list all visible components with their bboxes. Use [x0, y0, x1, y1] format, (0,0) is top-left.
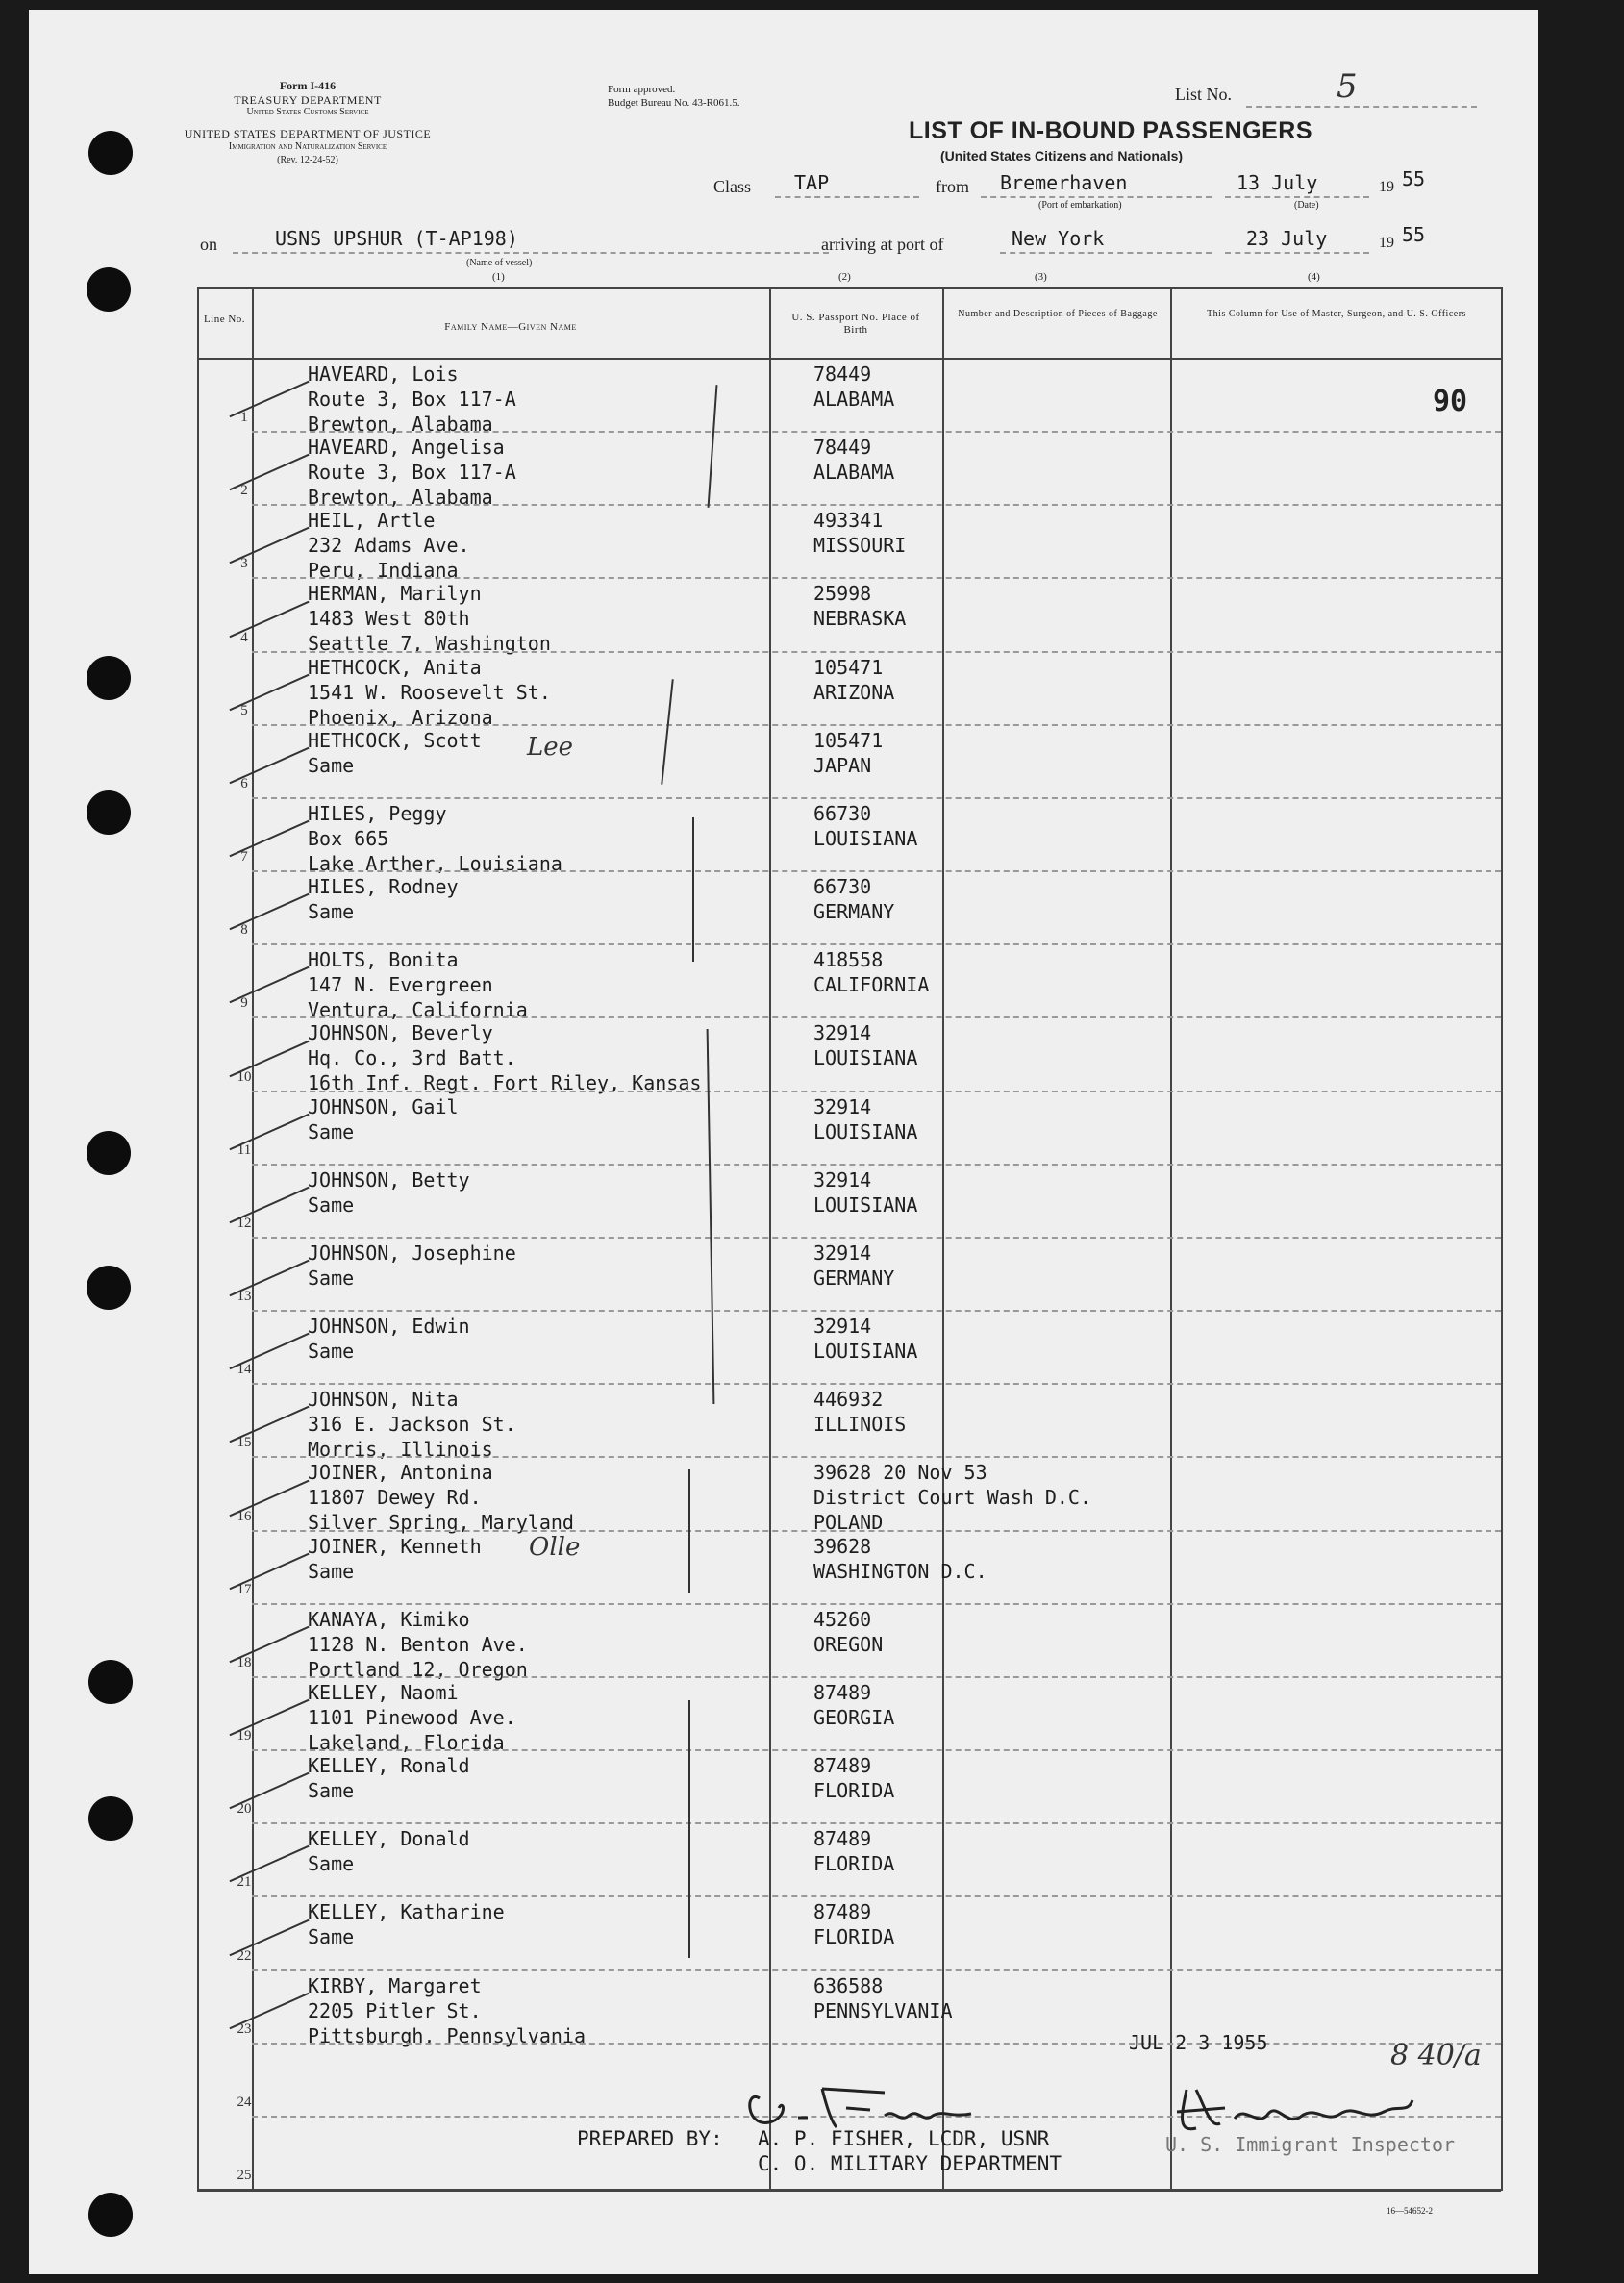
punch-hole [87, 1266, 131, 1310]
name-line: Same [308, 1852, 355, 1876]
justice-dept: UNITED STATES DEPARTMENT OF JUSTICE [184, 127, 432, 140]
name-line: KELLEY, Naomi [308, 1680, 459, 1704]
check-mark [229, 600, 309, 637]
punch-hole [88, 1660, 133, 1704]
check-mark [229, 454, 309, 490]
caption-2: (2) [838, 271, 851, 283]
passport-line: 66730 [813, 875, 872, 899]
name-line: Same [308, 1779, 355, 1803]
name-line: JOHNSON, Betty [308, 1167, 470, 1192]
row-separator [252, 1530, 1501, 1532]
passport-birthplace [813, 1753, 1188, 1803]
passenger-name-address [308, 801, 788, 876]
name-line: Lake Arther, Louisiana [308, 851, 562, 875]
passport-line: 636588 [813, 1973, 884, 1997]
handwritten-fraction: 8 40/a [1390, 2039, 1482, 2072]
passport-line: LOUISIANA [813, 1046, 918, 1070]
line-number: 8 [240, 922, 248, 939]
check-mark [229, 1992, 309, 2028]
passport-line: ALABAMA [813, 388, 895, 411]
name-line: Morris, Illinois [308, 1438, 493, 1462]
passport-line: 105471 [813, 728, 884, 752]
list-no-label: List No. [1175, 85, 1233, 104]
name-line: JOHNSON, Beverly [308, 1021, 493, 1045]
passenger-name-address [308, 1314, 788, 1364]
check-mark [229, 820, 309, 857]
passport-line: LOUISIANA [813, 1119, 918, 1143]
row-separator [252, 504, 1501, 506]
row-separator [252, 1383, 1501, 1385]
passport-line: 32914 [813, 1094, 872, 1118]
received-stamp-date: JUL 2 3 1955 [1129, 2031, 1268, 2054]
name-line: HERMAN, Marilyn [308, 582, 482, 606]
name-line: Route 3, Box 117-A [308, 388, 516, 411]
punch-hole [88, 2193, 133, 2237]
passport-line: 32914 [813, 1315, 872, 1339]
passport-birthplace [813, 1973, 1188, 2023]
name-line: Same [308, 1559, 355, 1583]
name-line: Same [308, 1192, 355, 1217]
name-line: 1101 Pinewood Ave. [308, 1705, 516, 1729]
arriving-label: arriving at port of [821, 235, 944, 254]
passport-line: LOUISIANA [813, 826, 918, 850]
check-mark [229, 1187, 309, 1223]
col-officers-header: This Column for Use of Master, Surgeon, and U. S. Officers [1207, 309, 1466, 319]
passport-line: 87489 [813, 1900, 872, 1924]
passport-line: ALABAMA [813, 461, 895, 485]
passport-birthplace [813, 1314, 1188, 1364]
passport-line: 32914 [813, 1167, 872, 1192]
check-mark [229, 1919, 309, 1955]
bracket-stroke [688, 1700, 690, 1958]
passenger-name-address [308, 508, 788, 583]
check-mark [229, 893, 309, 930]
passport-line: JAPAN [813, 753, 872, 777]
passport-line: LOUISIANA [813, 1340, 918, 1364]
check-mark [229, 1333, 309, 1369]
form-number: Form I-416 [279, 79, 337, 92]
col-passport-header: U. S. Passport No. Place of Birth [791, 312, 920, 336]
date-caption: (Date) [1294, 200, 1319, 211]
row-separator [252, 1822, 1501, 1824]
passport-birthplace [813, 1020, 1188, 1070]
name-line: JOINER, Antonina [308, 1461, 493, 1485]
passenger-name-address [308, 1387, 788, 1462]
check-mark [229, 1626, 309, 1663]
name-line: 11807 Dewey Rd. [308, 1486, 482, 1510]
col-baggage-header: Number and Description of Pieces of Baggage [958, 309, 1158, 319]
inspector-title: U. S. Immigrant Inspector [1165, 2133, 1456, 2156]
name-line: HILES, Rodney [308, 875, 459, 899]
passport-line: 446932 [813, 1388, 884, 1412]
punch-hole [87, 1131, 131, 1175]
passport-birthplace [813, 655, 1188, 705]
row-separator [252, 577, 1501, 579]
name-line: Lakeland, Florida [308, 1730, 505, 1754]
passport-line: 32914 [813, 1241, 872, 1265]
passport-line: 493341 [813, 509, 884, 533]
punch-hole [88, 1796, 133, 1841]
passport-line: ILLINOIS [813, 1413, 907, 1437]
passport-line: 66730 [813, 801, 872, 825]
passport-line: 87489 [813, 1827, 872, 1851]
caption-3: (3) [1035, 271, 1047, 283]
name-line: Same [308, 900, 355, 924]
passenger-name-address [308, 1607, 788, 1682]
row-separator [252, 1603, 1501, 1605]
check-mark [229, 1553, 309, 1590]
passport-line: WASHINGTON D.C. [813, 1559, 987, 1583]
line-number: 7 [240, 849, 248, 866]
line-number: 6 [240, 775, 248, 791]
passport-birthplace [813, 1387, 1188, 1437]
name-line: Route 3, Box 117-A [308, 461, 516, 485]
list-no-value: 5 [1337, 67, 1358, 106]
line-number: 21 [237, 1874, 252, 1891]
name-line: Peru, Indiana [308, 559, 459, 583]
passport-birthplace [813, 435, 1188, 485]
arrival-year-prefix: 19 [1379, 235, 1394, 251]
line-number: 9 [240, 995, 248, 1012]
check-mark [229, 1260, 309, 1296]
line-number: 2 [240, 483, 248, 499]
passport-birthplace [813, 728, 1188, 778]
passport-line: 78449 [813, 363, 872, 386]
name-line: 1541 W. Roosevelt St. [308, 680, 551, 704]
name-line: 1128 N. Benton Ave. [308, 1632, 528, 1656]
passenger-name-address [308, 1460, 788, 1535]
passport-line: POLAND [813, 1511, 884, 1535]
name-line: 2205 Pitler St. [308, 1998, 482, 2022]
passenger-name-address [308, 1973, 788, 2048]
embark-port: Bremerhaven [1000, 171, 1128, 194]
row-separator [252, 1895, 1501, 1897]
check-mark [229, 1406, 309, 1443]
name-line: 147 N. Evergreen [308, 973, 493, 997]
check-mark [229, 1772, 309, 1809]
passenger-name-address [308, 1241, 788, 1291]
passport-line: 32914 [813, 1021, 872, 1045]
passport-line: 39628 20 Nov 53 [813, 1461, 987, 1485]
name-line: KELLEY, Katharine [308, 1900, 505, 1924]
check-mark [229, 747, 309, 784]
passport-line: FLORIDA [813, 1852, 895, 1876]
passport-line: 418558 [813, 948, 884, 972]
prepared-by-label: PREPARED BY: [577, 2127, 723, 2150]
passport-birthplace [813, 1680, 1188, 1730]
punch-hole [87, 656, 131, 700]
class-value: TAP [794, 171, 830, 194]
passport-line: FLORIDA [813, 1779, 895, 1803]
line-number: 11 [237, 1142, 252, 1158]
customs-service: United States Customs Service [246, 107, 369, 117]
on-label: on [200, 235, 217, 254]
passport-line: LOUISIANA [813, 1192, 918, 1217]
line-number: 22 [237, 1947, 252, 1964]
passport-birthplace [813, 801, 1188, 851]
punch-hole [87, 267, 131, 312]
row-separator [252, 1310, 1501, 1312]
passenger-name-address [308, 1899, 788, 1949]
passport-birthplace [813, 1534, 1188, 1584]
row-separator [252, 943, 1501, 945]
check-mark [229, 1114, 309, 1150]
passenger-name-address [308, 1167, 788, 1217]
check-mark [229, 1845, 309, 1882]
bracket-stroke [688, 1469, 690, 1593]
name-line: Portland 12, Oregon [308, 1657, 528, 1681]
treasury-dept: TREASURY DEPARTMENT [234, 93, 382, 107]
passport-line: CALIFORNIA [813, 973, 930, 997]
line-number: 23 [237, 2020, 252, 2037]
row-separator [252, 870, 1501, 872]
line-number: 24 [237, 2094, 252, 2110]
passport-birthplace [813, 1241, 1188, 1291]
check-mark [229, 1699, 309, 1736]
passport-birthplace [813, 1607, 1188, 1657]
passenger-name-address [308, 1094, 788, 1144]
passport-birthplace [813, 581, 1188, 631]
passport-line: GEORGIA [813, 1705, 895, 1729]
check-mark [229, 966, 309, 1003]
passport-birthplace [813, 1826, 1188, 1876]
passport-line: NEBRASKA [813, 607, 907, 631]
name-line: Brewton, Alabama [308, 486, 493, 510]
name-line: Hq. Co., 3rd Batt. [308, 1046, 516, 1070]
name-line: JOHNSON, Josephine [308, 1241, 516, 1265]
line-number: 17 [237, 1581, 252, 1597]
col-name-header: Family Name—Given Name [444, 321, 577, 333]
name-line: 16th Inf. Regt. Fort Riley, Kansas [308, 1071, 702, 1095]
punch-hole [88, 131, 133, 175]
vessel-caption: (Name of vessel) [466, 258, 533, 268]
passport-line: 25998 [813, 582, 872, 606]
vessel-name: USNS UPSHUR (T-AP198) [275, 227, 518, 250]
revision: (Rev. 12-24-52) [277, 155, 338, 165]
bracket-stroke [692, 817, 694, 962]
name-line: HEIL, Artle [308, 509, 436, 533]
name-line: JOHNSON, Edwin [308, 1315, 470, 1339]
name-line: Pittsburgh, Pennsylvania [308, 2023, 586, 2047]
passport-line: District Court Wash D.C. [813, 1486, 1091, 1510]
row-separator [252, 1091, 1501, 1092]
passport-line: 105471 [813, 655, 884, 679]
embark-year: 55 [1402, 167, 1426, 190]
form-code: 16—54652-2 [1387, 2206, 1433, 2216]
name-line: Ventura, California [308, 998, 528, 1022]
line-number: 10 [237, 1068, 252, 1085]
row-separator [252, 431, 1501, 433]
line-number: 5 [240, 702, 248, 718]
passport-line: GERMANY [813, 1266, 895, 1290]
check-mark [229, 674, 309, 711]
name-line: HOLTS, Bonita [308, 948, 459, 972]
check-mark [229, 1479, 309, 1516]
name-line: KELLEY, Ronald [308, 1754, 470, 1778]
passport-line: 45260 [813, 1607, 872, 1631]
passport-line: FLORIDA [813, 1925, 895, 1949]
passport-line: 87489 [813, 1680, 872, 1704]
passenger-name-address [308, 1680, 788, 1755]
line-number: 16 [237, 1508, 252, 1524]
row-separator [252, 1969, 1501, 1971]
check-mark [229, 527, 309, 564]
passport-birthplace [813, 1094, 1188, 1144]
row-separator [252, 1237, 1501, 1239]
passenger-name-address [308, 1753, 788, 1803]
name-line: JOHNSON, Gail [308, 1094, 459, 1118]
line-number: 14 [237, 1362, 252, 1378]
document-page [29, 10, 1538, 2274]
embark-caption: (Port of embarkation) [1038, 200, 1122, 211]
preparer-dept: C. O. MILITARY DEPARTMENT [758, 2152, 1062, 2175]
name-line: KELLEY, Donald [308, 1827, 470, 1851]
passenger-name-address [308, 947, 788, 1022]
passport-line: PENNSYLVANIA [813, 1998, 953, 2022]
form-approved: Form approved. [608, 84, 676, 95]
name-line: Same [308, 1266, 355, 1290]
name-line: KIRBY, Margaret [308, 1973, 482, 1997]
passport-line: 78449 [813, 436, 872, 460]
name-line: HAVEARD, Angelisa [308, 436, 505, 460]
row-separator [252, 1676, 1501, 1678]
name-line: Same [308, 1119, 355, 1143]
arrival-port: New York [1012, 227, 1105, 250]
row-separator [252, 724, 1501, 726]
name-line: 1483 West 80th [308, 607, 470, 631]
check-mark [229, 381, 309, 417]
arrival-year: 55 [1402, 223, 1426, 246]
name-line: Same [308, 1925, 355, 1949]
name-line: KANAYA, Kimiko [308, 1607, 470, 1631]
passport-birthplace [813, 947, 1188, 997]
officer-note: 90 [1433, 385, 1468, 418]
preparer-name: A. P. FISHER, LCDR, USNR [758, 2127, 1050, 2150]
class-label: Class [713, 177, 752, 196]
line-number: 4 [240, 629, 248, 645]
caption-4: (4) [1308, 271, 1320, 283]
passport-birthplace [813, 874, 1188, 924]
passport-birthplace [813, 1899, 1188, 1949]
line-number: 12 [237, 1215, 252, 1231]
passport-line: 87489 [813, 1754, 872, 1778]
row-separator [252, 2043, 1501, 2045]
line-number: 3 [240, 556, 248, 572]
from-label: from [936, 177, 969, 196]
name-line: Box 665 [308, 826, 389, 850]
name-line: HETHCOCK, Scott [308, 728, 482, 752]
name-line: 316 E. Jackson St. [308, 1413, 516, 1437]
col-line-header: Line No. [203, 314, 246, 325]
passenger-name-address [308, 581, 788, 656]
embark-date: 13 July [1237, 171, 1318, 194]
passenger-name-address [308, 874, 788, 924]
ins-name: Immigration and Naturalization Service [228, 141, 387, 152]
passenger-name-address [308, 1020, 788, 1095]
name-line: Brewton, Alabama [308, 413, 493, 436]
line-number: 1 [240, 410, 248, 426]
row-separator [252, 1456, 1501, 1458]
punch-hole [87, 790, 131, 835]
passport-birthplace [813, 362, 1188, 412]
row-separator [252, 1164, 1501, 1166]
check-mark [229, 1040, 309, 1076]
budget-bureau: Budget Bureau No. 43-R061.5. [608, 97, 740, 109]
document-title: LIST OF IN-BOUND PASSENGERS [909, 117, 1313, 144]
name-line: Same [308, 753, 355, 777]
name-line: HILES, Peggy [308, 801, 447, 825]
name-line: Seattle 7, Washington [308, 632, 551, 656]
name-line: Phoenix, Arizona [308, 705, 493, 729]
name-line: JOINER, Kenneth [308, 1534, 482, 1558]
passenger-name-address [308, 435, 788, 510]
passport-line: ARIZONA [813, 680, 895, 704]
line-number: 18 [237, 1654, 252, 1670]
arrival-date: 23 July [1246, 227, 1328, 250]
line-number: 13 [237, 1289, 252, 1305]
line-number: 19 [237, 1728, 252, 1744]
passenger-name-address [308, 655, 788, 730]
handwritten-lee: Lee [527, 733, 574, 762]
passenger-name-address [308, 1826, 788, 1876]
line-number: 25 [237, 2168, 252, 2183]
embark-year-prefix: 19 [1379, 179, 1394, 195]
passport-birthplace [813, 508, 1188, 558]
name-line: Same [308, 1340, 355, 1364]
name-line: 232 Adams Ave. [308, 534, 470, 558]
passport-birthplace [813, 1460, 1188, 1535]
caption-1: (1) [492, 271, 505, 283]
row-separator [252, 797, 1501, 799]
row-separator [252, 1016, 1501, 1018]
line-number: 15 [237, 1435, 252, 1451]
row-separator [252, 651, 1501, 653]
passport-birthplace [813, 1167, 1188, 1217]
name-line: JOHNSON, Nita [308, 1388, 459, 1412]
passport-line: GERMANY [813, 900, 895, 924]
name-line: HAVEARD, Lois [308, 363, 459, 386]
passport-line: 39628 [813, 1534, 872, 1558]
row-separator [252, 1749, 1501, 1751]
line-number: 20 [237, 1801, 252, 1818]
passport-line: OREGON [813, 1632, 884, 1656]
passport-line: MISSOURI [813, 534, 907, 558]
name-line: HETHCOCK, Anita [308, 655, 482, 679]
handwritten-olle: Olle [529, 1533, 581, 1562]
name-line: Silver Spring, Maryland [308, 1511, 574, 1535]
document-subtitle: (United States Citizens and Nationals) [940, 148, 1184, 163]
